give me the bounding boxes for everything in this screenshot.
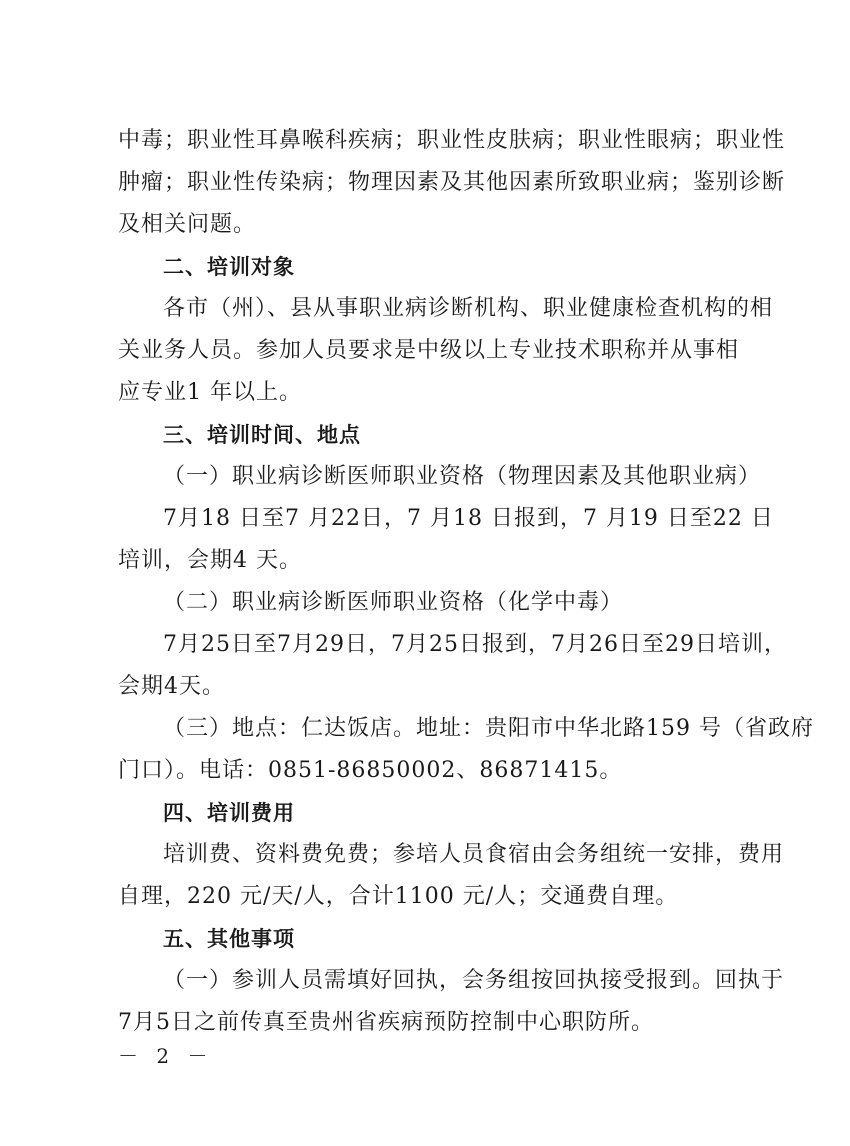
body-text-line: 中毒；职业性耳鼻喉科疾病；职业性皮肤病；职业性眼病；职业性: [118, 128, 786, 153]
body-text-line: 7月25日至7月29日，7月25日报到，7月26日至29日培训，: [163, 632, 787, 657]
section-heading-training-fees: 四、培训费用: [163, 801, 295, 825]
body-text-line: 7月18 日至7 月22日，7 月18 日报到，7 月19 日至22 日: [163, 506, 774, 531]
section-heading-other-matters: 五、其他事项: [163, 927, 295, 951]
body-text-line: 及相关问题。: [118, 212, 257, 237]
body-text-line: 培训，会期4 天。: [118, 548, 302, 573]
body-text-line: 7月5日之前传真至贵州省疾病预防控制中心职防所。: [118, 1010, 654, 1035]
body-text-line: （三）地点：仁达饭店。地址：贵阳市中华北路159 号（省政府: [163, 716, 814, 741]
section-heading-training-target: 二、培训对象: [163, 255, 295, 279]
body-text-line: （一）参训人员需填好回执，会务组按回执接受报到。回执于: [163, 968, 785, 993]
body-text-line: 应专业1 年以上。: [118, 380, 302, 405]
body-text-line: （二）职业病诊断医师职业资格（化学中毒）: [163, 590, 624, 615]
body-text-line: 会期4天。: [118, 674, 225, 699]
section-heading-time-place: 三、培训时间、地点: [163, 423, 361, 447]
body-text-line: 各市（州）、县从事职业病诊断机构、职业健康检查机构的相: [163, 296, 774, 321]
body-text-line: 肿瘤；职业性传染病；物理因素及其他因素所致职业病；鉴别诊断: [118, 170, 786, 195]
body-text-line: 自理，220 元/天/人，合计1100 元/人；交通费自理。: [118, 884, 679, 909]
body-text-line: 门口）。电话：0851-86850002、86871415。: [118, 758, 623, 783]
body-text-line: 培训费、资料费免费；参培人员食宿由会务组统一安排，费用: [163, 842, 785, 867]
body-text-line: （一）职业病诊断医师职业资格（物理因素及其他职业病）: [163, 464, 762, 489]
page-number: － 2 －: [118, 1044, 214, 1068]
body-text-line: 关业务人员。参加人员要求是中级以上专业技术职称并从事相: [118, 338, 740, 363]
